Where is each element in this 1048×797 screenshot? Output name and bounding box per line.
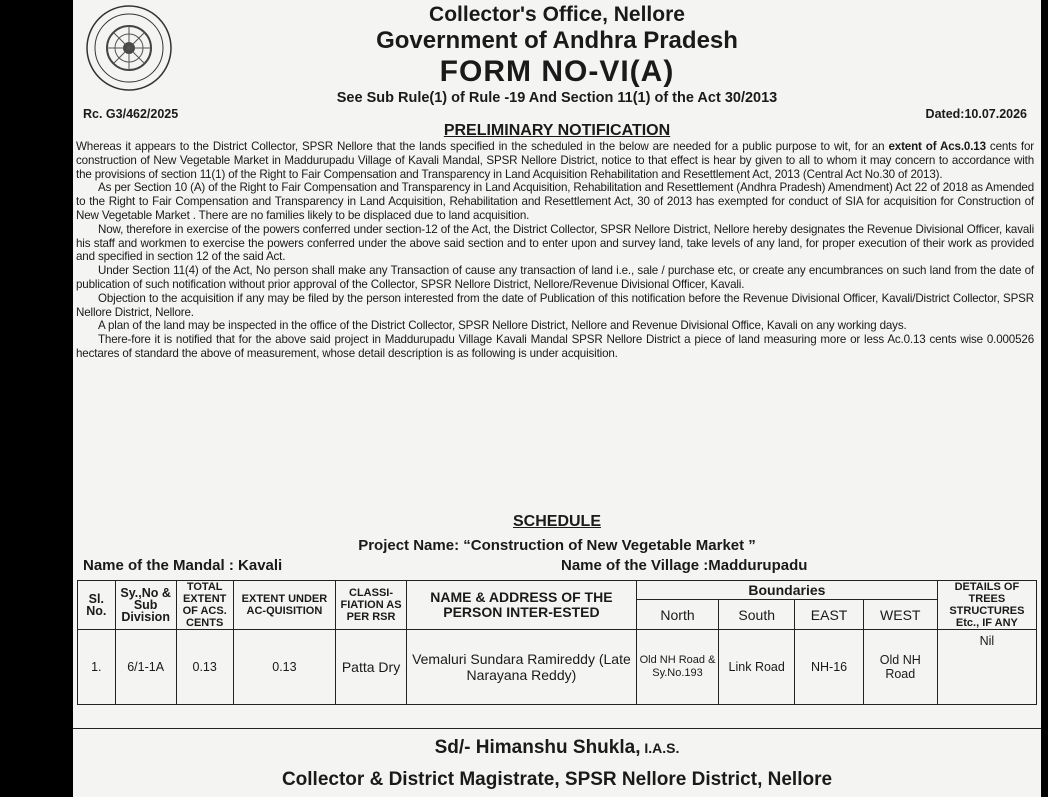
table-row	[78, 630, 1037, 705]
government-name: Government of Andhra Pradesh	[376, 27, 738, 54]
paragraph: As per Section 10 (A) of the Right to Fair Compensation and Transparency in Land Acquisition, Rehabilitation and Resettlement (Andhra Pradesh) Amendment) Act 22 of 2018 as Amended to the Right to Fair Compensation and Transparency in Land Acquisition, Rehabilitation and Resettlement Act, 30 of 2013 has exempted for conduct of SIA for acquisition for Construction of New Vegetable Market . There are no families likely to be displaced due to land acquisition.	[76, 181, 1034, 222]
cell-west: Old NH Road	[863, 630, 937, 705]
project-name: Project Name: “Construction of New Vegetable Market ”	[358, 537, 756, 554]
col-sl: Sl. No.	[78, 581, 116, 630]
schedule-title: SCHEDULE	[512, 513, 601, 530]
col-name-address: NAME & ADDRESS OF THE PERSON INTER-ESTED	[406, 581, 636, 630]
paragraph: Under Section 11(4) of the Act, No person shall make any Transaction of cause any transaction of land i.e., sale / purchase etc, or create any encumbrances on such land from the date of publication of such notification without prior approval of the Collector, SPSR Nellore District, Nellore/Revenue Divisional Officer, Kavali.	[76, 264, 1034, 291]
dated: Dated:10.07.2026	[925, 107, 1027, 121]
table-header-row	[78, 581, 1037, 600]
col-north: North	[637, 600, 719, 630]
reference-number: Rc. G3/462/2025	[83, 107, 179, 121]
cell-south: Link Road	[719, 630, 795, 705]
col-extent-under-acquisition: EXTENT UNDER AC-QUISITION	[233, 581, 336, 630]
col-total-extent: TOTAL EXTENT OF ACS. CENTS	[176, 581, 233, 630]
mandal-name: Name of the Mandal : Kavali	[83, 557, 283, 574]
cell-name-address: Vemaluri Sundara Ramireddy (Late Narayana Reddy)	[406, 630, 636, 705]
cell-extent: 0.13	[233, 630, 336, 705]
notification-body	[76, 140, 1034, 361]
signatory-name: Sd/- Himanshu Shukla, I.A.S.	[434, 737, 680, 758]
col-classification: CLASSI-FIATION AS PER RSR	[336, 581, 407, 630]
col-south: South	[719, 600, 795, 630]
rule-reference: See Sub Rule(1) of Rule -19 And Section 11(1) of the Act 30/2013	[336, 90, 778, 106]
paragraph: Now, therefore in exercise of the powers conferred under section-12 of the Act, the District Collector, SPSR Nellore District, Nellore hereby designates the Revenue Divisional Officer, kavali his staff and workmen to exercise the powers conferred under the above said section and to enter upon and survey land, take levels of any land, for proper execution of their work as provided and specified in section 12 of the said Act.	[76, 222, 1034, 264]
office-name: Collector's Office, Nellore	[429, 3, 685, 26]
col-boundaries: Boundaries	[637, 581, 938, 600]
form-number: FORM NO-VI(A)	[439, 55, 675, 88]
paragraph: There-fore it is notified that for the above said project in Maddurupadu Village Kavali Mandal SPSR Nellore District a piece of land measuring more or less Ac.0.13 cents wise 0.000526 hectares of standard the above of measurement, whose detail description is as following is under acquisition.	[76, 333, 1034, 360]
paragraph: A plan of the land may be inspected in the office of the District Collector, SPSR Nellore District, Nellore and Revenue Divisional Office, Kavali on any working days.	[98, 319, 907, 333]
cell-east: NH-16	[795, 630, 863, 705]
village-name: Name of the Village :Maddurupadu	[561, 557, 808, 574]
cell-sl: 1.	[78, 630, 116, 705]
cell-total-extent: 0.13	[176, 630, 233, 705]
cell-sy-no: 6/1-1A	[115, 630, 176, 705]
schedule-table	[77, 580, 1037, 705]
col-sy-no: Sy.,No & Sub Division	[115, 581, 176, 630]
paragraph: Objection to the acquisition if any may be filed by the person interested from the date of Publication of this notification before the Revenue Divisional Officer, Kavali/District Collector, SPSR Nellore District, Nellore.	[76, 291, 1034, 319]
paragraph: Whereas it appears to the District Collector, SPSR Nellore that the lands specified in the scheduled in the below are needed for a public purpose to wit, for an extent of Acs.0.13 cents for construction of New Vegetable Market in Maddurupadu Village of Kavali Mandal, SPSR Nellore District, notice to that effect is hear by given to all to whom it may concern to accordance with the provisions of section 11(1) of the Right to Fair Compensation and Transparency in Land Acquisition Rehabilitation and Resettlement Act, 2013 (Central Act No.30 of 2013).	[76, 140, 1034, 181]
cell-north: Old NH Road & Sy.No.193	[637, 630, 719, 705]
cell-classification: Patta Dry	[336, 630, 407, 705]
signatory-designation: Collector & District Magistrate, SPSR Nellore District, Nellore	[281, 769, 833, 790]
notice-title: PRELIMINARY NOTIFICATION	[443, 122, 671, 139]
cell-details: Nil	[937, 630, 1036, 705]
notification-page	[73, 0, 1041, 797]
col-details: DETAILS OF TREES STRUCTURES Etc., IF ANY	[937, 581, 1036, 630]
col-west: WEST	[863, 600, 937, 630]
col-east: EAST	[795, 600, 863, 630]
signature-block	[73, 728, 1041, 797]
